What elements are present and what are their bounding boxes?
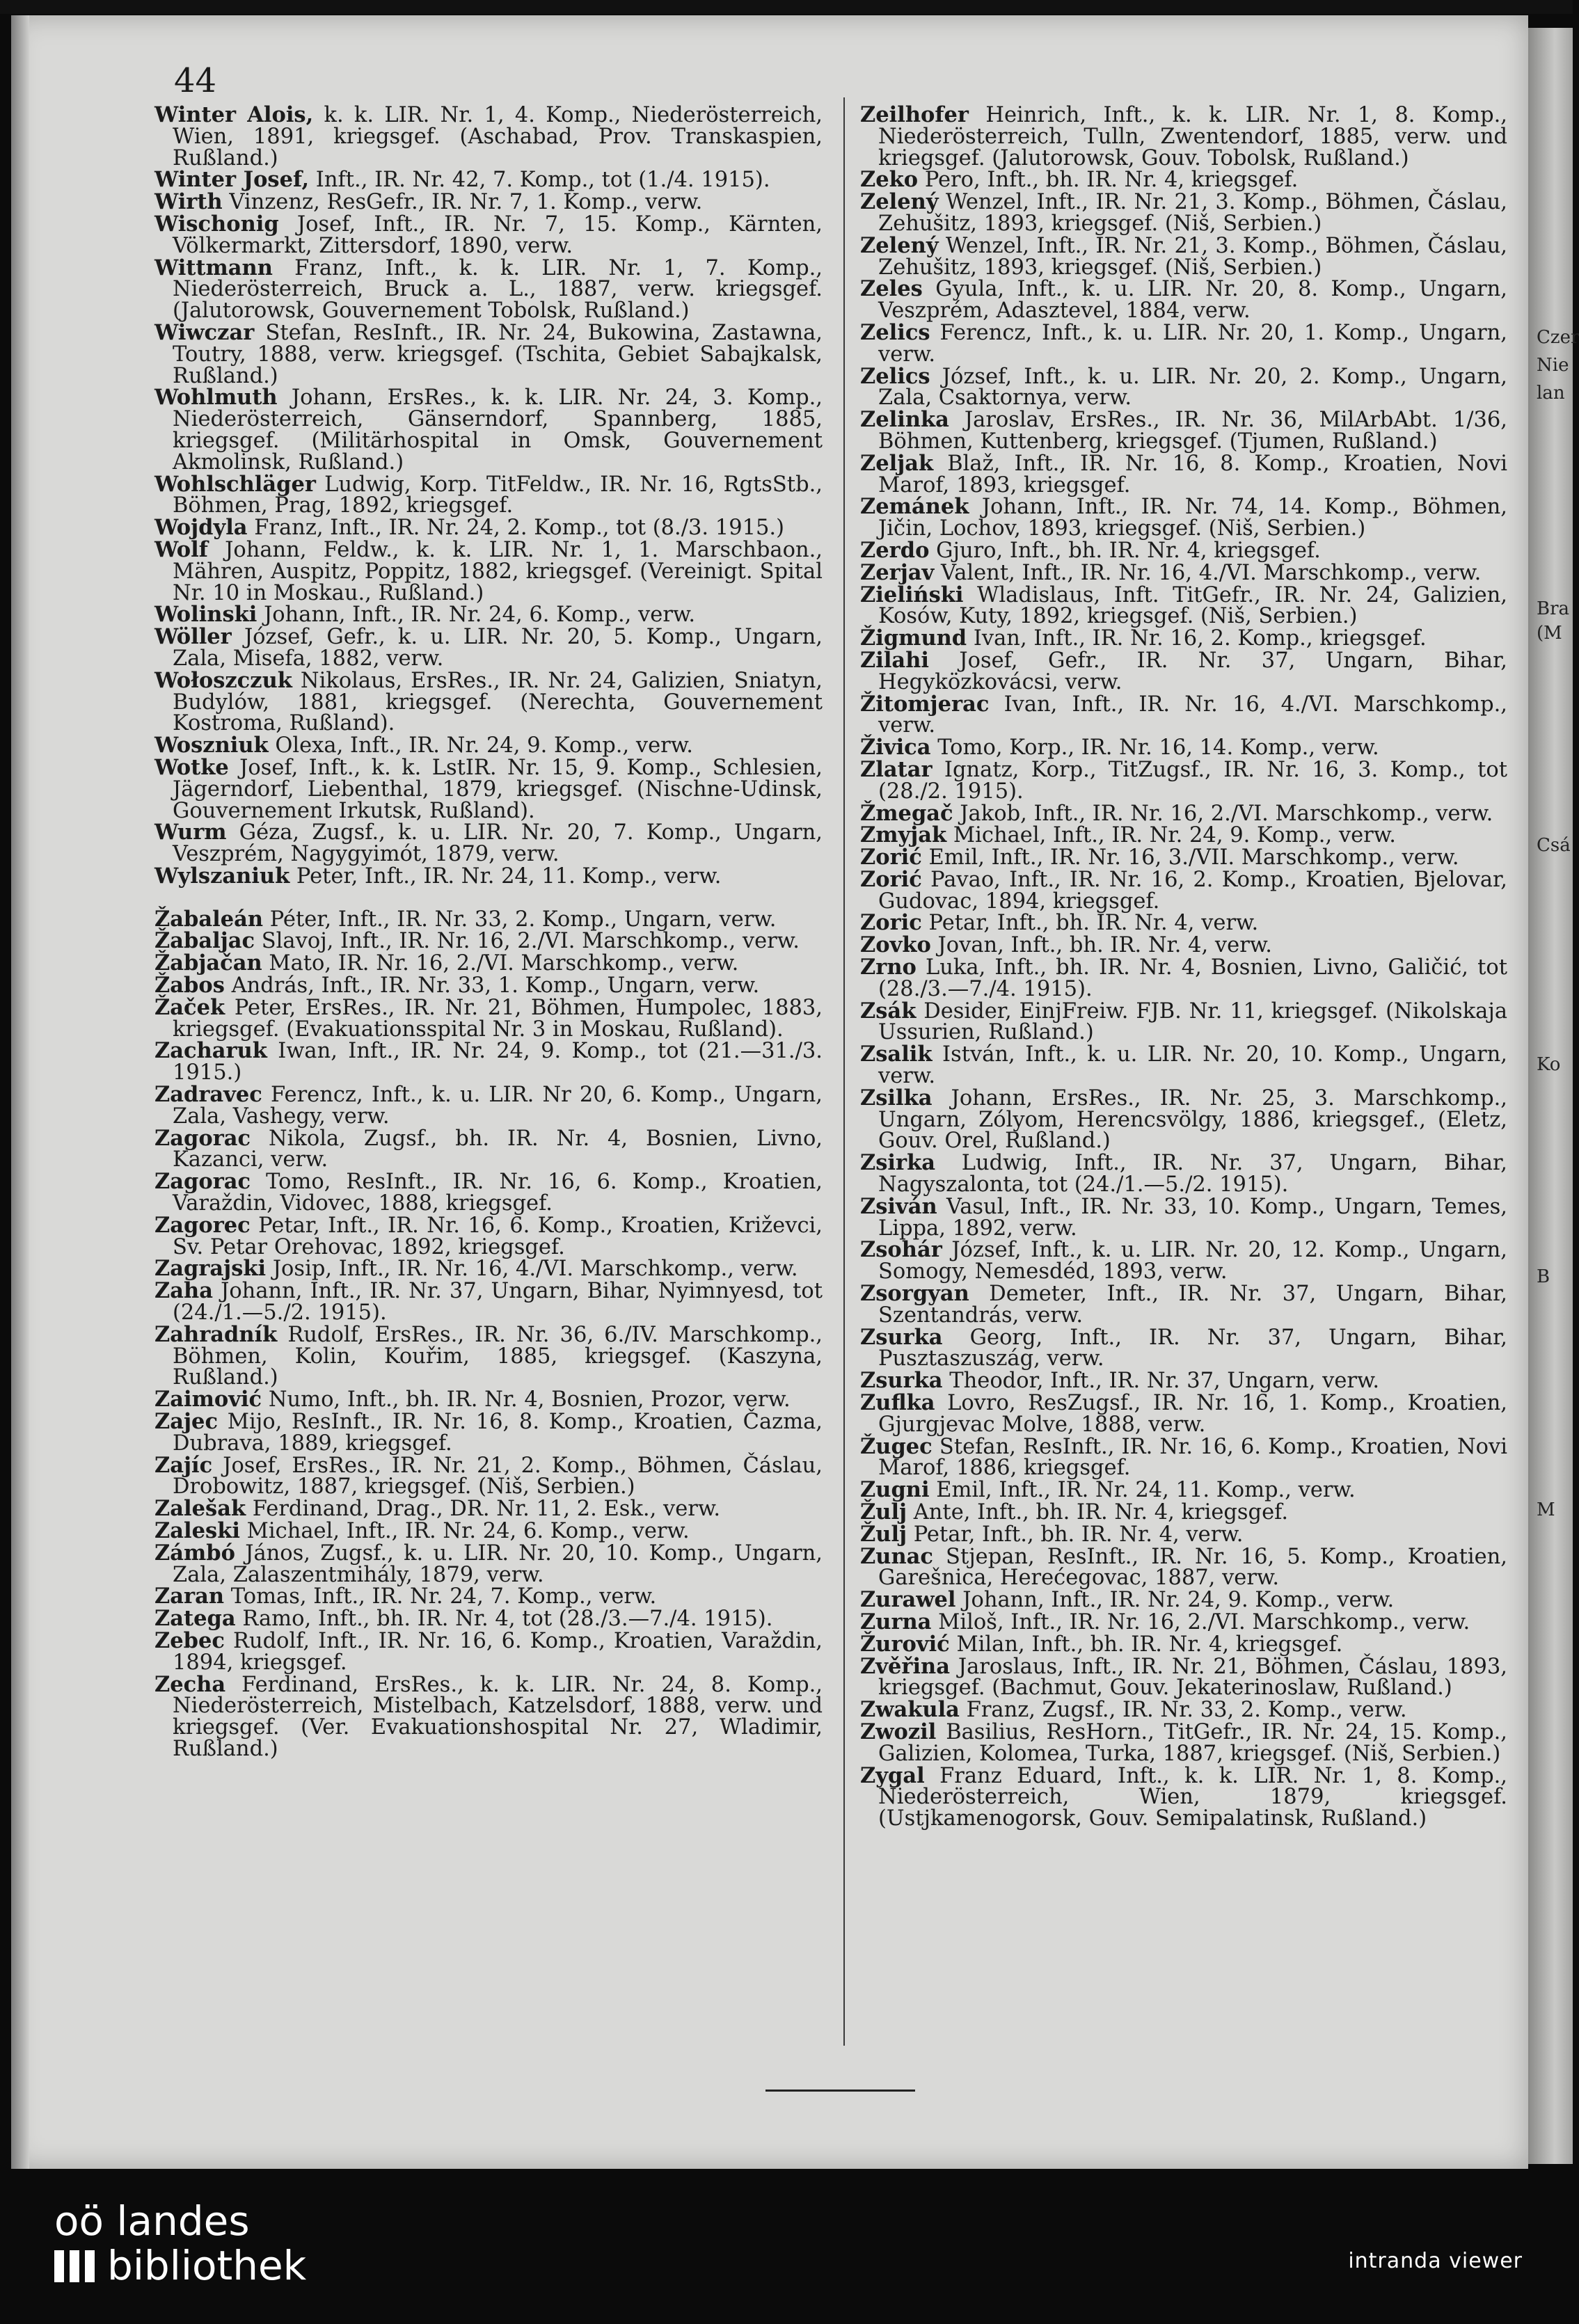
entry-surname: Zecha: [154, 1671, 226, 1697]
list-entry: [154, 536, 823, 605]
entry-surname: Zlatar: [860, 756, 933, 782]
list-entry: [860, 737, 1507, 759]
sliver-fragment: Nie: [1537, 355, 1569, 376]
list-entry: [860, 822, 1507, 848]
entry-surname: Winter Josef,: [154, 167, 310, 193]
list-entry: [860, 1479, 1507, 1502]
list-entry: [154, 1280, 823, 1324]
entry-details: János, Zugsf., k. u. LIR. Nr. 20, 10. Komp., Ungarn, Zala, Zalaszentmihály, 1879, verw.: [173, 1541, 823, 1587]
list-entry: [154, 1498, 823, 1520]
entry-surname: Zahradník: [154, 1321, 278, 1347]
entry-surname: Zovko: [860, 932, 931, 958]
entry-details: Franz, Inft., k. k. LIR. Nr. 1, 7. Komp., Niederösterreich, Bruck a. L., 1887, verw. kriegsgef. (Jalutorowsk, Gouvernement Tobolsk, Rußland.): [173, 255, 823, 324]
entry-surname: Wołoszczuk: [154, 667, 292, 693]
list-entry: [154, 1389, 823, 1411]
list-entry: [154, 1671, 823, 1761]
entry-surname: Zalešak: [154, 1496, 246, 1522]
end-rule: [765, 2090, 915, 2092]
list-entry: [154, 1540, 823, 1587]
list-entry: [154, 191, 823, 214]
list-entry: [154, 735, 823, 757]
entry-details: Ferdinand, Drag., DR. Nr. 11, 2. Esk., verw.: [252, 1497, 721, 1522]
list-entry: [860, 1631, 1507, 1657]
section-gap: [154, 888, 823, 909]
entry-surname: Wittmann: [154, 255, 273, 280]
list-entry: [154, 517, 823, 539]
list-entry: [860, 104, 1507, 169]
list-entry: [860, 363, 1507, 411]
entry-surname: Zoric: [860, 910, 922, 936]
entry-surname: Zelinka: [860, 407, 949, 433]
entry-details: Péter, Inft., IR. Nr. 33, 2. Komp., Ungarn, verw.: [269, 907, 777, 932]
list-entry: [860, 559, 1507, 585]
entry-details: Georg, Inft., IR. Nr. 37, Ungarn, Bihar, Pusztaszuszág, verw.: [878, 1325, 1507, 1371]
entry-surname: Zeko: [860, 167, 919, 193]
list-entry: [860, 1239, 1507, 1283]
entry-details: Ante, Inft., bh. IR. Nr. 4, kriegsgef.: [913, 1500, 1289, 1525]
list-entry: [154, 667, 823, 736]
logo-line-1: oö landes: [54, 2197, 250, 2245]
entry-details: Tomo, ResInft., IR. Nr. 16, 6. Komp., Kroatien, Varaždin, Vidovec, 1888, kriegsgef.: [173, 1170, 823, 1216]
entry-details: Gjuro, Inft., bh. IR. Nr. 4, kriegsgef.: [936, 538, 1321, 563]
entry-surname: Wolinski: [154, 602, 257, 628]
entry-details: Tomo, Korp., IR. Nr. 16, 14. Komp., verw.: [937, 735, 1379, 761]
list-entry: [860, 957, 1507, 1001]
list-entry: [154, 471, 823, 518]
entry-surname: Zaha: [154, 1278, 213, 1304]
entry-surname: Wirth: [154, 189, 223, 215]
list-entry: [860, 1762, 1507, 1831]
entry-details: Vasul, Inft., IR. Nr. 33, 10. Komp., Ungarn, Temes, Lippa, 1892, verw.: [878, 1194, 1508, 1241]
list-entry: [154, 604, 823, 626]
entry-details: Jovan, Inft., bh. IR. Nr. 4, verw.: [937, 933, 1272, 958]
entry-details: Ivan, Inft., IR. Nr. 16, 4./VI. Marschkomp., verw.: [878, 692, 1507, 738]
list-entry: [154, 930, 823, 953]
logo-line-2: bibliothek: [107, 2242, 307, 2289]
list-entry: [860, 912, 1507, 934]
sliver-fragment: (M: [1537, 623, 1562, 644]
list-entry: [860, 409, 1507, 453]
entry-details: Johann, Inft., IR. Nr. 24, 6. Komp., verw.: [264, 603, 696, 628]
list-entry: [154, 1084, 823, 1128]
entry-surname: Zatega: [154, 1606, 236, 1632]
entry-details: Desider, EinjFreiw. FJB. Nr. 11, kriegsgef. (Nikolskaja Ussurien, Rußland.): [878, 998, 1508, 1045]
list-entry: [860, 1324, 1507, 1371]
list-entry: [860, 1699, 1507, 1721]
list-entry: [154, 1040, 823, 1084]
entry-details: Johann, Inft., IR. Nr. 37, Ungarn, Bihar, Nyimnyesd, tot (24./1.—5./2. 1915).: [173, 1279, 823, 1326]
entry-surname: Zorić: [860, 845, 922, 870]
list-entry: [154, 1171, 823, 1215]
entry-details: József, Gefr., k. u. LIR. Nr. 20, 5. Komp., Ungarn, Zala, Misefa, 1882, verw.: [173, 625, 823, 671]
entry-surname: Zeljak: [860, 450, 934, 476]
entry-surname: Žabos: [154, 973, 225, 998]
entry-details: Johann, Inft., IR. Nr. 74, 14. Komp., Böhmen, Jičin, Lochov, 1893, kriegsgef. (Niš, Serbien.): [878, 495, 1507, 541]
list-entry: [154, 1125, 823, 1172]
entry-details: Iwan, Inft., IR. Nr. 24, 9. Komp., tot (21.—31./3. 1915.): [173, 1039, 823, 1085]
list-entry: [860, 1193, 1508, 1241]
entry-surname: Zeilhofer: [860, 102, 969, 127]
list-entry: [860, 496, 1507, 540]
entry-surname: Žaček: [154, 994, 225, 1020]
list-entry: [860, 1370, 1507, 1392]
entry-surname: Zagorac: [154, 1125, 251, 1151]
entry-details: Ludwig, Inft., IR. Nr. 37, Ungarn, Bihar, Nagyszalonta, tot (24./1.—5./2. 1915).: [878, 1151, 1507, 1197]
entry-surname: Zaran: [154, 1584, 225, 1609]
entry-surname: Zaleski: [154, 1518, 240, 1543]
entry-surname: Wiwczar: [154, 319, 255, 345]
entry-details: Wenzel, Inft., IR. Nr. 21, 3. Komp., Böhmen, Čáslau, Zehušitz, 1893, kriegsgef. (Niš, Serbien.): [878, 190, 1508, 236]
viewer-label[interactable]: intranda viewer: [1348, 2249, 1523, 2273]
list-entry: [154, 1586, 823, 1608]
entry-details: Rudolf, Inft., IR. Nr. 16, 6. Komp., Kroatien, Varaždin, 1894, kriegsgef.: [173, 1628, 823, 1675]
entry-details: Josip, Inft., IR. Nr. 16, 4./VI. Marschkomp., verw.: [272, 1257, 798, 1282]
entry-surname: Žulj: [860, 1521, 907, 1547]
entry-details: Demeter, Inft., IR. Nr. 37, Ungarn, Bihar, Szentandrás, verw.: [878, 1282, 1507, 1328]
list-entry: [154, 994, 823, 1042]
entry-details: Tomas, Inft., IR. Nr. 24, 7. Komp., verw.: [230, 1584, 657, 1609]
list-entry: [860, 1589, 1507, 1611]
entry-details: Josef, ErsRes., IR. Nr. 21, 2. Komp., Böhmen, Čáslau, Drobowitz, 1887, kriegsgef. (Niš, Serbien.): [173, 1453, 823, 1499]
viewer-top-bar: [0, 0, 1573, 14]
entry-surname: Zrno: [860, 955, 917, 980]
list-entry: [860, 1433, 1507, 1481]
list-entry: [860, 319, 1507, 367]
entry-surname: Žigmund: [860, 626, 967, 651]
entry-surname: Wojdyla: [154, 515, 248, 541]
entry-details: Géza, Zugsf., k. u. LIR. Nr. 20, 7. Komp., Ungarn, Veszprém, Nagygyimót, 1879, verw.: [173, 820, 823, 867]
list-entry: [154, 257, 823, 322]
entry-details: Johann, Feldw., k. k. LIR. Nr. 1, 1. Marschbaon., Mähren, Auspitz, Poppitz, 1882, kriegsgef. (Vereinigt. Spital Nr. 10 in Moskau., Rußland.): [173, 537, 823, 605]
entry-surname: Žmegač: [860, 800, 953, 826]
entry-surname: Zsák: [860, 998, 917, 1024]
entry-surname: Zámbó: [154, 1540, 235, 1566]
entry-surname: Zagorec: [154, 1212, 251, 1238]
sliver-fragment: Czer: [1537, 327, 1579, 348]
entry-details: Numo, Inft., bh. IR. Nr. 4, Bosnien, Prozor, verw.: [268, 1387, 791, 1412]
list-entry: [860, 1543, 1508, 1591]
entry-surname: Žitomjerac: [860, 691, 990, 717]
list-entry: [154, 626, 823, 670]
entry-surname: Wohlschläger: [154, 471, 316, 497]
entry-surname: Wurm: [154, 820, 227, 845]
entry-surname: Zacharuk: [154, 1038, 267, 1064]
entry-details: Pavao, Inft., IR. Nr. 16, 2. Komp., Kroatien, Bjelovar, Gudovac, 1894, kriegsgef.: [878, 867, 1507, 914]
entry-details: Lovro, ResZugsf., IR. Nr. 16, 1. Komp., Kroatien, Gjurgjevac Molve, 1888, verw.: [878, 1391, 1507, 1437]
list-entry: [860, 1283, 1507, 1327]
list-entry: [860, 756, 1507, 804]
list-entry: [860, 800, 1507, 826]
entry-surname: Zvěřina: [860, 1653, 950, 1679]
list-entry: [154, 1608, 823, 1630]
list-entry: [154, 387, 823, 473]
entry-surname: Zelený: [860, 232, 939, 258]
entry-details: Ignatz, Korp., TitZugsf., IR. Nr. 16, 3. Komp., tot (28./2. 1915).: [878, 757, 1507, 804]
entry-surname: Žugec: [860, 1433, 933, 1459]
entry-details: Josef, Inft., k. k. LstIR. Nr. 15, 9. Komp., Schlesien, Jägerndorf, Liebenthal, 1879, kriegsgef. (Nischne-Udinsk, Gouvernement Irkutsk, Rußland).: [173, 755, 823, 823]
entry-details: Michael, Inft., IR. Nr. 24, 6. Komp., verw.: [246, 1519, 690, 1543]
entry-surname: Zelics: [860, 363, 930, 389]
entry-details: Emil, Inft., IR. Nr. 16, 3./VII. Marschkomp., verw.: [928, 845, 1459, 870]
list-entry: [860, 1653, 1507, 1701]
entry-surname: Wöller: [154, 624, 232, 650]
list-entry: [154, 319, 823, 388]
entry-surname: Zieliński: [860, 582, 964, 607]
list-entry: [154, 169, 823, 191]
list-entry: [860, 847, 1507, 869]
entry-surname: Zugni: [860, 1477, 930, 1503]
entry-surname: Zagrajski: [154, 1256, 267, 1282]
list-entry: [860, 584, 1507, 628]
entry-details: József, Inft., k. u. LIR. Nr. 20, 12. Komp., Ungarn, Somogy, Nemesdéd, 1893, verw.: [878, 1238, 1507, 1284]
sliver-fragment: M: [1537, 1499, 1555, 1520]
list-entry: [154, 1627, 823, 1675]
entry-details: Ferdinand, ErsRes., k. k. LIR. Nr. 24, 8. Komp., Niederösterreich, Mistelbach, Katzelsdorf, 1888, verw. und kriegsgef. (Ver. Evakuationshospital Nr. 27, Wladimir, Rußland.): [173, 1672, 823, 1761]
entry-surname: Zygal: [860, 1762, 925, 1788]
entry-surname: Wischonig: [154, 211, 279, 237]
entry-surname: Žabaljac: [154, 928, 255, 954]
sliver-fragment: B: [1537, 1266, 1550, 1287]
entry-surname: Zsilka: [860, 1085, 933, 1111]
list-entry: [154, 211, 823, 258]
entry-surname: Zuflka: [860, 1390, 935, 1416]
list-entry: [154, 1452, 823, 1499]
entry-surname: Zmyjak: [860, 822, 947, 848]
left-column: [154, 104, 823, 1760]
entry-details: Jaroslaus, Inft., IR. Nr. 21, Böhmen, Čáslau, 1893, kriegsgef. (Bachmut, Gouv. Jekaterinoslaw, Rußland.): [878, 1654, 1507, 1701]
list-entry: [860, 537, 1507, 563]
entry-surname: Zunac: [860, 1543, 933, 1569]
entry-details: Pero, Inft., bh. IR. Nr. 4, kriegsgef.: [924, 168, 1299, 193]
entry-surname: Zsirka: [860, 1150, 935, 1176]
list-entry: [860, 647, 1507, 694]
entry-details: József, Inft., k. u. LIR. Nr. 20, 2. Komp., Ungarn, Zala, Csaktornya, verw.: [878, 364, 1507, 411]
list-entry: [154, 104, 823, 169]
entry-details: Ferencz, Inft., k. u. LIR. Nr 20, 6. Komp., Ungarn, Zala, Vashegy, verw.: [173, 1083, 823, 1129]
entry-surname: Zemánek: [860, 494, 969, 520]
entry-details: Gyula, Inft., k. u. LIR. Nr. 20, 8. Komp., Ungarn, Veszprém, Adasztevel, 1884, verw.: [878, 277, 1507, 324]
entry-details: Ivan, Inft., IR. Nr. 16, 2. Komp., kriegsgef.: [973, 626, 1427, 651]
entry-details: Petar, Inft., IR. Nr. 16, 6. Komp., Kroatien, Križevci, Sv. Petar Orehovac, 1892, kriegsgef.: [173, 1213, 823, 1259]
entry-surname: Zwakula: [860, 1697, 960, 1723]
list-entry: [154, 754, 823, 823]
entry-details: Stjepan, ResInft., IR. Nr. 16, 5. Komp., Kroatien, Garešnica, Herećegovac, 1887, verw.: [878, 1544, 1508, 1591]
entry-details: Miloš, Inft., IR. Nr. 16, 2./VI. Marschkomp., verw.: [938, 1609, 1470, 1634]
entry-details: Stefan, ResInft., IR. Nr. 16, 6. Komp., Kroatien, Novi Marof, 1886, kriegsgef.: [878, 1434, 1507, 1481]
entry-details: Vinzenz, ResGefr., IR. Nr. 7, 1. Komp., verw.: [229, 190, 703, 215]
entry-details: Heinrich, Inft., k. k. LIR. Nr. 1, 8. Komp., Niederösterreich, Tulln, Zwentendorf, 1885, verw. und kriegsgef. (Jalutorowsk, Gouv. Tobolsk, Rußland.): [878, 103, 1507, 170]
column-divider: [843, 97, 845, 2046]
entry-details: Josef, Gefr., IR. Nr. 37, Ungarn, Bihar, Hegyközkovácsi, verw.: [878, 648, 1507, 694]
entry-details: k. k. LIR. Nr. 1, 4. Komp., Niederösterreich, Wien, 1891, kriegsgef. (Aschabad, Prov. Transkaspien, Rußland.): [173, 103, 823, 170]
sliver-fragment: lan: [1537, 383, 1565, 404]
entry-surname: Žabjačan: [154, 950, 262, 976]
list-entry: [154, 906, 823, 932]
entry-surname: Zerdo: [860, 537, 930, 563]
list-entry: [860, 866, 1507, 914]
list-entry: [154, 975, 823, 997]
entry-details: Wladislaus, Inft. TitGefr., IR. Nr. 24, Galizien, Kosów, Kuty, 1892, kriegsgef. (Niš, Serbien.): [878, 582, 1507, 629]
entry-details: Rudolf, ErsRes., IR. Nr. 36, 6./IV. Marschkomp., Böhmen, Kolin, Kouřim, 1885, kriegsgef. (Kaszyna, Rußland.): [173, 1322, 823, 1390]
entry-details: Slavoj, Inft., IR. Nr. 16, 2./VI. Marschkomp., verw.: [261, 929, 800, 954]
entry-surname: Žulj: [860, 1499, 907, 1525]
entry-surname: Wylszaniuk: [154, 863, 290, 889]
list-entry: [860, 628, 1507, 650]
page-binding-edge: [11, 15, 29, 2169]
entry-surname: Zsorgyan: [860, 1281, 969, 1307]
list-entry: [860, 1499, 1507, 1525]
sliver-fragment: Bra: [1537, 598, 1570, 619]
list-entry: [154, 1520, 823, 1543]
list-entry: [154, 863, 823, 889]
entry-details: András, Inft., IR. Nr. 33, 1. Komp., Ungarn, verw.: [231, 973, 760, 998]
logo-bars-icon: [54, 2246, 100, 2278]
entry-details: Valent, Inft., IR. Nr. 16, 4./VI. Marschkomp., verw.: [940, 560, 1482, 585]
entry-surname: Zsurka: [860, 1324, 943, 1350]
entry-surname: Zorić: [860, 866, 922, 892]
entry-details: Petar, Inft., bh. IR. Nr. 4, verw.: [913, 1522, 1244, 1547]
entry-surname: Zwozil: [860, 1719, 937, 1744]
list-entry: [860, 1392, 1507, 1436]
sliver-fragment: Ko: [1537, 1054, 1561, 1075]
entry-surname: Zsurka: [860, 1368, 943, 1394]
entry-surname: Wolf: [154, 536, 208, 562]
list-entry: [860, 998, 1508, 1045]
entry-surname: Zsohár: [860, 1237, 942, 1263]
entry-details: Mato, IR. Nr. 16, 2./VI. Marschkomp., verw.: [269, 951, 739, 976]
entry-details: Jakob, Inft., IR. Nr. 16, 2./VI. Marschkomp., verw.: [960, 801, 1493, 826]
entry-surname: Zsiván: [860, 1193, 937, 1219]
entry-surname: Zagorac: [154, 1169, 251, 1195]
list-entry: [860, 1044, 1507, 1088]
entry-details: István, Inft., k. u. LIR. Nr. 20, 10. Komp., Ungarn, verw.: [878, 1042, 1507, 1089]
list-entry: [860, 1521, 1507, 1547]
entry-surname: Zelics: [860, 319, 930, 345]
entry-surname: Žurović: [860, 1631, 950, 1657]
list-entry: [154, 1321, 823, 1390]
entry-surname: Wotke: [154, 754, 229, 780]
entry-surname: Živica: [860, 735, 931, 761]
entry-surname: Zurna: [860, 1609, 932, 1634]
entry-surname: Žabaleán: [154, 906, 264, 932]
list-entry: [860, 191, 1507, 235]
entry-surname: Zilahi: [860, 647, 929, 673]
entry-details: Inft., IR. Nr. 42, 7. Komp., tot (1./4. 1915).: [315, 168, 770, 193]
entry-details: Luka, Inft., bh. IR. Nr. 4, Bosnien, Livno, Galičić, tot (28./3.—7./4. 1915).: [878, 955, 1508, 1001]
entry-details: Olexa, Inft., IR. Nr. 24, 9. Komp., verw.: [275, 733, 693, 758]
list-entry: [860, 450, 1507, 498]
entry-details: Johann, ErsRes., k. k. LIR. Nr. 24, 3. Komp., Niederösterreich, Gänserndorf, Spannberg, 1885, kriegsgef. (Militärhospital in Omsk, Gouvernement Akmolinsk, Rußland.): [173, 385, 823, 475]
entry-details: Peter, ErsRes., IR. Nr. 21, Böhmen, Humpolec, 1883, kriegsgef. (Evakuationsspital Nr. 3 in Moskau, Rußland).: [173, 995, 823, 1042]
page-number: 44: [174, 61, 217, 100]
entry-surname: Wohlmuth: [154, 385, 278, 411]
next-page-sliver: [1528, 28, 1573, 2164]
entry-details: Theodor, Inft., IR. Nr. 37, Ungarn, verw.: [949, 1369, 1380, 1394]
entry-details: Franz Eduard, Inft., k. k. LIR. Nr. 1, 8. Komp., Niederösterreich, Wien, 1879, kriegsgef. (Ustjkamenogorsk, Gouv. Semipalatinsk, Rußland.): [878, 1763, 1507, 1831]
entry-surname: Woszniuk: [154, 733, 269, 758]
entry-details: Ferencz, Inft., k. u. LIR. Nr. 20, 1. Komp., Ungarn, verw.: [878, 320, 1507, 367]
list-entry: [860, 691, 1507, 738]
list-entry: [860, 169, 1507, 191]
list-entry: [860, 1152, 1507, 1196]
library-logo[interactable]: [54, 2199, 306, 2288]
entry-details: Wenzel, Inft., IR. Nr. 21, 3. Komp., Böhmen, Čáslau, Zehušitz, 1893, kriegsgef. (Niš, Serbien.): [878, 233, 1508, 280]
entry-surname: Zurawel: [860, 1587, 956, 1613]
entry-details: Mijo, ResInft., IR. Nr. 16, 8. Komp., Kroatien, Čazma, Dubrava, 1889, kriegsgef.: [173, 1410, 823, 1456]
right-column: [860, 104, 1507, 1830]
entry-details: Michael, Inft., IR. Nr. 24, 9. Komp., verw.: [953, 823, 1396, 848]
entry-surname: Zelený: [860, 189, 939, 215]
entry-surname: Zaimović: [154, 1387, 262, 1412]
list-entry: [860, 1611, 1507, 1634]
entry-details: Blaž, Inft., IR. Nr. 16, 8. Komp., Kroatien, Novi Marof, 1893, kriegsgef.: [878, 451, 1507, 498]
entry-surname: Winter Alois,: [154, 102, 314, 127]
entry-surname: Zerjav: [860, 559, 935, 585]
list-entry: [860, 1085, 1507, 1154]
entry-surname: Zajíc: [154, 1452, 213, 1478]
list-entry: [154, 1258, 823, 1280]
entry-details: Petar, Inft., bh. IR. Nr. 4, verw.: [928, 911, 1259, 936]
entry-details: Stefan, ResInft., IR. Nr. 24, Bukowina, Zastawna, Toutry, 1888, verw. kriegsgef. (Tschita, Gebiet Sabajkalsk, Rußland.): [173, 320, 823, 388]
entry-surname: Zajec: [154, 1409, 219, 1435]
list-entry: [154, 950, 823, 976]
entry-details: Franz, Zugsf., IR. Nr. 33, 2. Komp., verw.: [966, 1698, 1407, 1723]
list-entry: [860, 278, 1507, 322]
list-entry: [154, 1411, 823, 1455]
list-entry: [860, 934, 1507, 957]
entry-details: Jaroslav, ErsRes., IR. Nr. 36, MilArbAbt. 1/36, Böhmen, Kuttenberg, kriegsgef. (Tjumen, Rußland.): [878, 408, 1507, 454]
list-entry: [154, 822, 823, 866]
entry-surname: Zadravec: [154, 1082, 262, 1108]
entry-surname: Zsalik: [860, 1042, 933, 1067]
entry-details: Johann, ErsRes., IR. Nr. 25, 3. Marschkomp., Ungarn, Zólyom, Herencsvölgy, 1886, kriegsgef., (Eletz, Gouv. Orel, Rußland.): [878, 1085, 1507, 1154]
entry-details: Johann, Inft., IR. Nr. 24, 9. Komp., verw.: [962, 1588, 1395, 1613]
entry-details: Ludwig, Korp. TitFeldw., IR. Nr. 16, RgtsStb., Böhmen, Prag, 1892, kriegsgef.: [173, 472, 823, 518]
entry-details: Milan, Inft., bh. IR. Nr. 4, kriegsgef.: [956, 1632, 1343, 1657]
entry-details: Emil, Inft., IR. Nr. 24, 11. Komp., verw.: [936, 1478, 1356, 1503]
list-entry: [860, 1721, 1507, 1765]
entry-surname: Zeles: [860, 276, 923, 302]
entry-details: Peter, Inft., IR. Nr. 24, 11. Komp., verw.: [296, 863, 722, 889]
list-entry: [154, 1212, 823, 1259]
entry-details: Basilius, ResHorn., TitGefr., IR. Nr. 24, 15. Komp., Galizien, Kolomea, Turka, 1887, kriegsgef. (Niš, Serbien.): [878, 1719, 1507, 1766]
entry-details: Nikolaus, ErsRes., IR. Nr. 24, Galizien, Sniatyn, Budylów, 1881, kriegsgef. (Nerechta, Gouvernement Kostroma, Rußland).: [173, 668, 823, 736]
entry-details: Josef, Inft., IR. Nr. 7, 15. Komp., Kärnten, Völkermarkt, Zittersdorf, 1890, verw.: [173, 212, 823, 258]
entry-details: Ramo, Inft., bh. IR. Nr. 4, tot (28./3.—7./4. 1915).: [242, 1607, 773, 1632]
list-entry: [860, 232, 1508, 280]
entry-details: Franz, Inft., IR. Nr. 24, 2. Komp., tot (8./3. 1915.): [254, 516, 785, 541]
entry-surname: Zebec: [154, 1627, 225, 1653]
entry-details: Nikola, Zugsf., bh. IR. Nr. 4, Bosnien, Livno, Kazanci, verw.: [173, 1126, 823, 1172]
sliver-fragment: Csá: [1537, 835, 1571, 856]
